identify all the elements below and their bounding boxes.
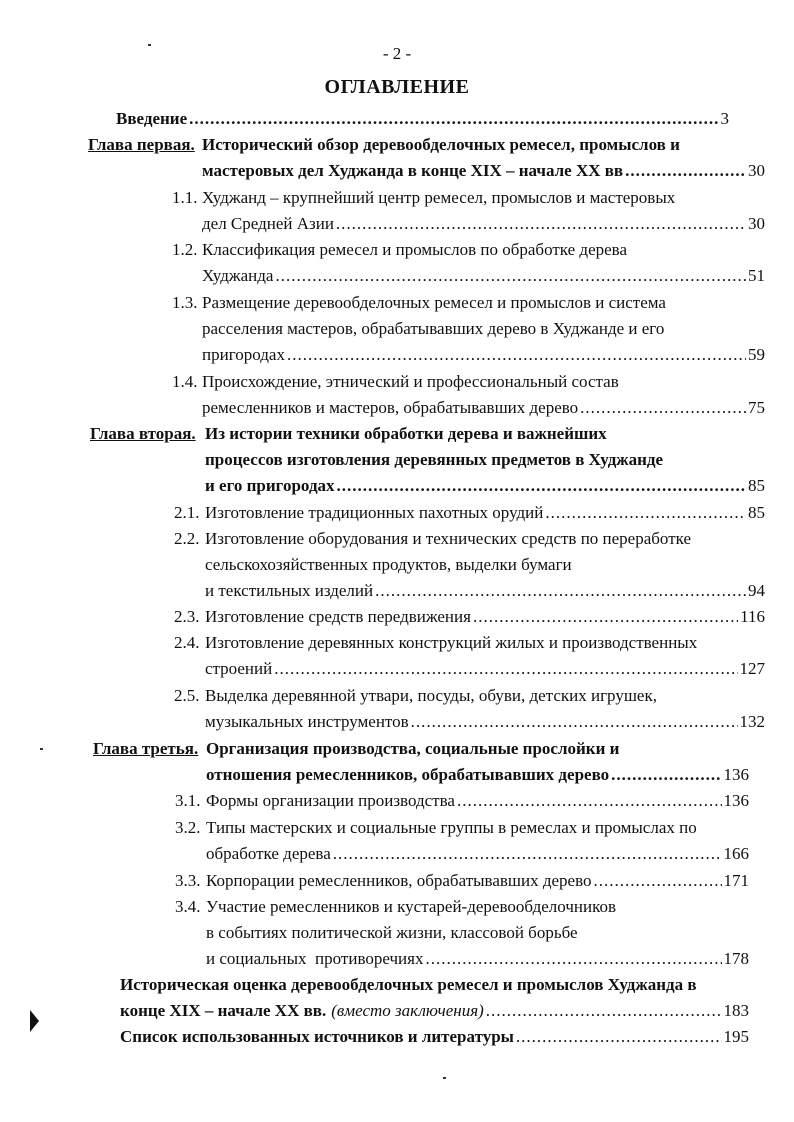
- toc-entry-page: 75: [748, 398, 765, 417]
- toc-entry-page: 51: [748, 266, 765, 285]
- toc-leader: [611, 762, 721, 788]
- section-3-2-line1[interactable]: Типы мастерских и социальные группы в ремеслах и промыслах по: [206, 818, 697, 837]
- toc-entry-page: 136: [723, 765, 749, 784]
- section-number: 2.5.: [174, 686, 200, 705]
- toc-entry-title: Изготовление традиционных пахотных орудий: [205, 503, 544, 522]
- section-3-4-line2[interactable]: в событиях политической жизни, классовой борьбе: [206, 923, 578, 942]
- chapter-2-title-line1[interactable]: Из истории техники обработки дерева и важнейших: [205, 424, 607, 443]
- toc-entry-page: 85: [748, 476, 765, 495]
- toc-entry-title: конце XIX – начале XX вв.: [120, 1001, 327, 1020]
- toc-leader: [333, 841, 722, 867]
- chapter-1-label: Глава первая.: [88, 135, 195, 154]
- section-1-4-line2[interactable]: [202, 395, 765, 421]
- section-number: 2.2.: [174, 529, 200, 548]
- toc-entry-title: музыкальных инструментов: [205, 712, 409, 731]
- toc-entry-title: Список использованных источников и литературы: [120, 1027, 514, 1046]
- toc-entry-page: 116: [740, 607, 765, 626]
- section-number: 1.3.: [172, 293, 198, 312]
- chapter-2-label: Глава вторая.: [90, 424, 196, 443]
- toc-entry-title: Введение: [116, 109, 188, 128]
- section-2-5-line2[interactable]: [205, 709, 765, 735]
- toc-leader: [411, 709, 738, 735]
- section-3-3-line1[interactable]: [206, 868, 749, 894]
- section-2-4-line2[interactable]: [205, 656, 765, 682]
- section-number: 2.3.: [174, 607, 200, 626]
- toc-entry-intro[interactable]: [116, 106, 729, 132]
- toc-leader: [594, 868, 722, 894]
- toc-entry-title: и его пригородах: [205, 476, 335, 495]
- section-1-2-line1[interactable]: Классификация ремесел и промыслов по обработке дерева: [202, 240, 628, 259]
- toc-entry-page: 3: [720, 109, 729, 128]
- toc-entry-page: 127: [739, 659, 765, 678]
- section-number: 1.1.: [172, 188, 198, 207]
- toc-leader: [457, 788, 722, 814]
- toc-leader: [287, 342, 746, 368]
- toc-entry-title: отношения ремесленников, обрабатывавших дерево: [206, 765, 610, 784]
- toc-entry-page: 183: [723, 1001, 749, 1020]
- section-2-5-line1[interactable]: Выделка деревянной утвари, посуды, обуви, детских игрушек,: [205, 686, 657, 705]
- toc-entry-title: ремесленников и мастеров, обрабатывавших дерево: [202, 398, 579, 417]
- toc-leader: [275, 263, 746, 289]
- chapter-3-label: Глава третья.: [93, 739, 199, 758]
- section-number: 2.4.: [174, 633, 200, 652]
- section-number: 3.1.: [175, 791, 201, 810]
- section-2-1-line1[interactable]: [205, 500, 765, 526]
- toc-entry-title: и текстильных изделий: [205, 581, 374, 600]
- scan-speck: [40, 748, 43, 750]
- section-2-2-line1[interactable]: Изготовление оборудования и технических средств по переработке: [205, 529, 692, 548]
- toc-entry-page: 171: [723, 871, 749, 890]
- toc-leader: [580, 395, 746, 421]
- section-2-2-line3[interactable]: [205, 578, 765, 604]
- toc-entry-title: Корпорации ремесленников, обрабатывавших дерево: [206, 871, 592, 890]
- section-1-1-line2[interactable]: [202, 211, 765, 237]
- toc-entry-page: 132: [739, 712, 765, 731]
- section-number: 1.2.: [172, 240, 198, 259]
- toc-leader: [425, 946, 721, 972]
- chapter-2-title-line2[interactable]: процессов изготовления деревянных предметов в Худжанде: [205, 450, 664, 469]
- section-3-1-line1[interactable]: [206, 788, 749, 814]
- toc-leader: [336, 211, 746, 237]
- page-number: - 2 -: [382, 44, 412, 63]
- margin-arrow-icon: [30, 1010, 39, 1032]
- toc-leader: [545, 500, 746, 526]
- section-1-3-line3[interactable]: [202, 342, 765, 368]
- section-2-3-line1[interactable]: [205, 604, 765, 630]
- toc-entry-title: Худжанда: [202, 266, 274, 285]
- toc-entry-note: (вместо заключения): [331, 1001, 484, 1020]
- bibliography-entry[interactable]: [120, 1024, 749, 1050]
- conclusion-line1[interactable]: Историческая оценка деревообделочных ремесел и промыслов Худжанда в: [120, 975, 697, 994]
- toc-entry-title: пригородах: [202, 345, 285, 364]
- toc-leader: [516, 1024, 722, 1050]
- section-1-4-line1[interactable]: Происхождение, этнический и профессиональный состав: [202, 372, 619, 391]
- section-2-4-line1[interactable]: Изготовление деревянных конструкций жилых и производственных: [205, 633, 698, 652]
- toc-entry-page: 195: [723, 1027, 749, 1046]
- chapter-1-title-line2[interactable]: [202, 158, 765, 184]
- scan-speck: [148, 44, 151, 46]
- toc-entry-page: 30: [748, 214, 765, 233]
- chapter-2-title-line3[interactable]: [205, 473, 765, 499]
- section-3-4-line1[interactable]: Участие ремесленников и кустарей-деревообделочников: [206, 897, 616, 916]
- scan-speck: [443, 1077, 446, 1079]
- chapter-3-title-line1[interactable]: Организация производства, социальные прослойки и: [206, 739, 620, 758]
- toc-entry-title: обработке дерева: [206, 844, 331, 863]
- section-1-1-line1[interactable]: Худжанд – крупнейший центр ремесел, промыслов и мастеровых: [202, 188, 676, 207]
- toc-entry-page: 178: [723, 949, 749, 968]
- toc-entry-title: Формы организации производства: [206, 791, 455, 810]
- toc-leader: [625, 158, 746, 184]
- conclusion-line2[interactable]: [120, 998, 749, 1024]
- toc-leader: [473, 604, 738, 630]
- section-number: 3.2.: [175, 818, 201, 837]
- toc-entry-title: Изготовление средств передвижения: [205, 607, 471, 626]
- toc-entry-page: 94: [748, 581, 765, 600]
- toc-entry-title: строений: [205, 659, 273, 678]
- section-2-2-line2[interactable]: сельскохозяйственных продуктов, выделки бумаги: [205, 555, 572, 574]
- toc-entry-title: дел Средней Азии: [202, 214, 334, 233]
- chapter-1-title-line1[interactable]: Исторический обзор деревообделочных ремесел, промыслов и: [202, 135, 680, 154]
- toc-entry-page: 136: [723, 791, 749, 810]
- toc-entry-page: 59: [748, 345, 765, 364]
- section-1-3-line1[interactable]: Размещение деревообделочных ремесел и промыслов и система: [202, 293, 666, 312]
- toc-entry-title: мастеровых дел Худжанда в конце XIX – начале XX вв: [202, 161, 624, 180]
- toc-entry-page: 166: [723, 844, 749, 863]
- toc-leader: [486, 998, 722, 1024]
- section-number: 1.4.: [172, 372, 198, 391]
- toc-leader: [274, 656, 737, 682]
- page-title: ОГЛАВЛЕНИЕ: [324, 76, 470, 98]
- chapter-3-title-line2[interactable]: [206, 762, 749, 788]
- section-3-2-line2[interactable]: [206, 841, 749, 867]
- toc-leader: [189, 106, 718, 132]
- section-1-2-line2[interactable]: [202, 263, 765, 289]
- toc-entry-page: 30: [748, 161, 765, 180]
- section-3-4-line3[interactable]: [206, 946, 749, 972]
- section-1-3-line2[interactable]: расселения мастеров, обрабатывавших дерево в Худжанде и его: [202, 319, 665, 338]
- section-number: 2.1.: [174, 503, 200, 522]
- section-number: 3.4.: [175, 897, 201, 916]
- section-number: 3.3.: [175, 871, 201, 890]
- toc-leader: [337, 473, 746, 499]
- toc-entry-title: и социальных противоречиях: [206, 949, 424, 968]
- toc-leader: [375, 578, 746, 604]
- toc-entry-page: 85: [748, 503, 765, 522]
